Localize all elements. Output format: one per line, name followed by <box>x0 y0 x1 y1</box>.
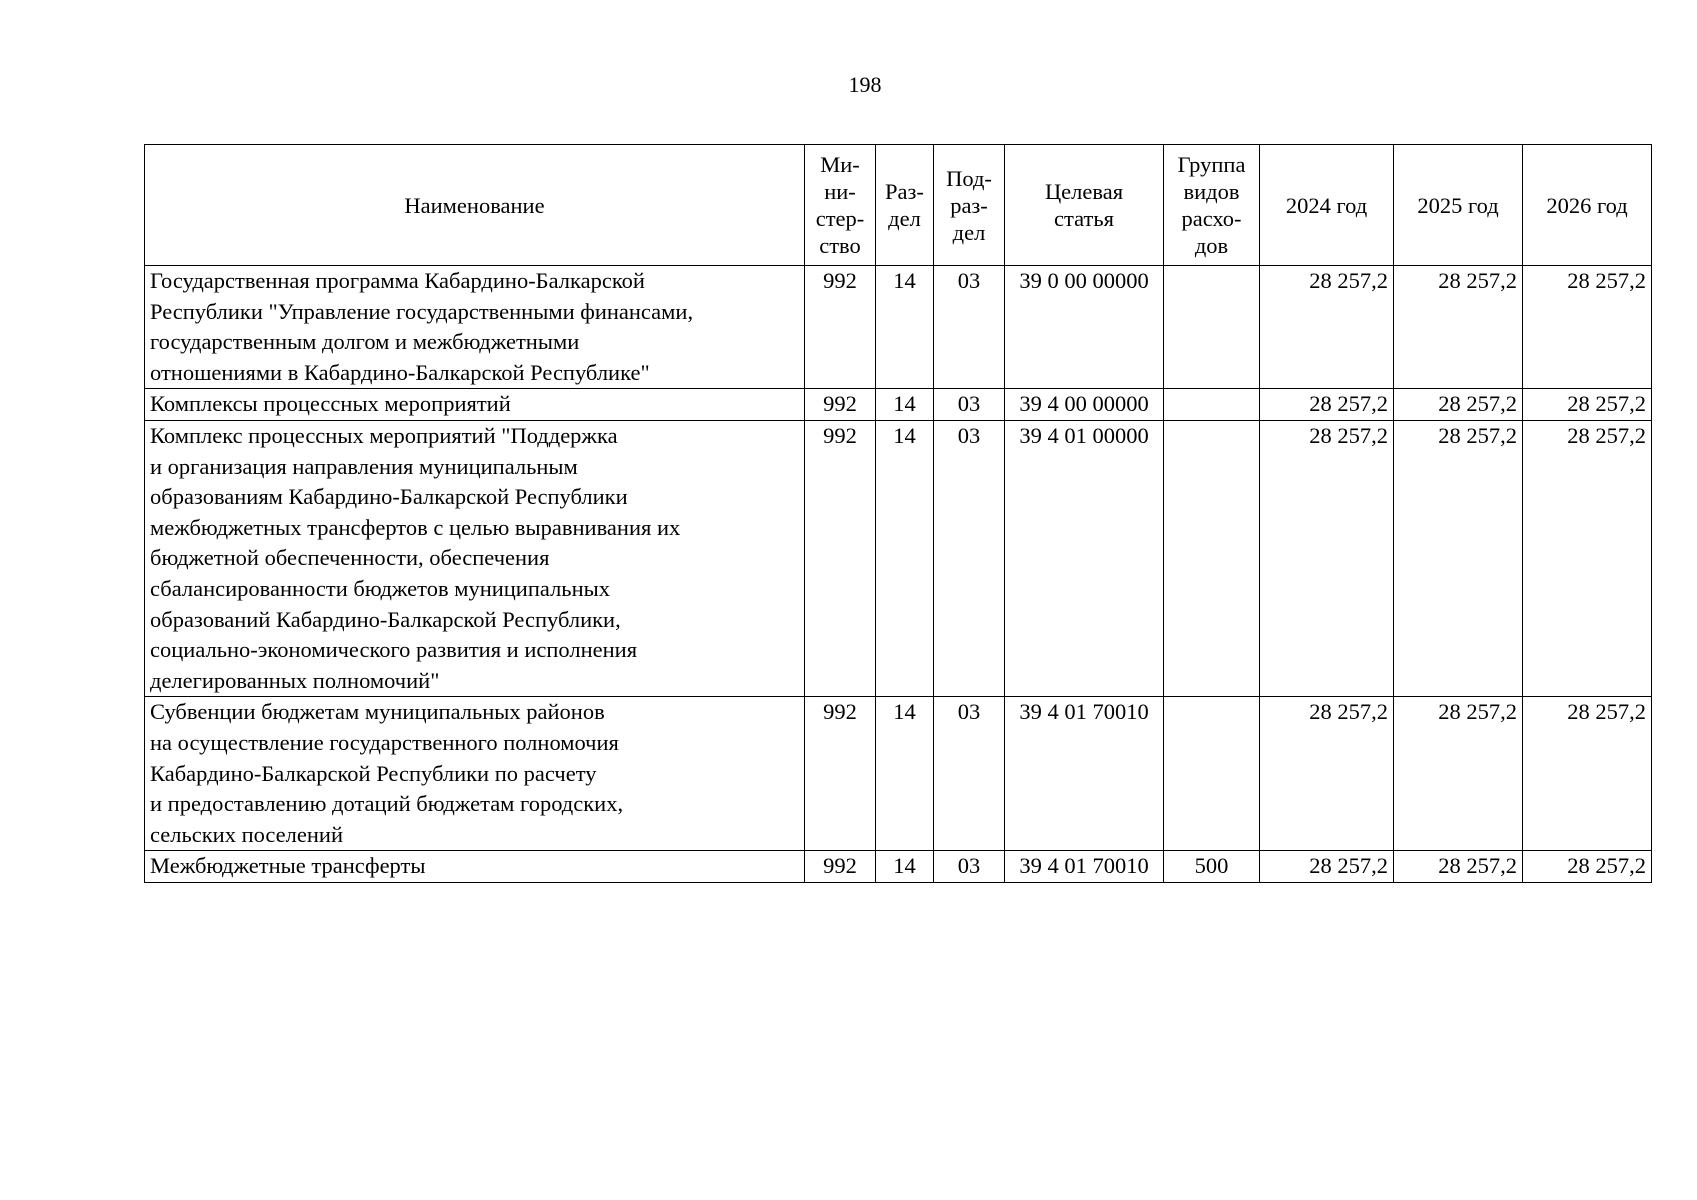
row-ministry: 992 <box>805 266 876 389</box>
header-section: Раз- дел <box>876 145 934 266</box>
row-group: 500 <box>1164 851 1260 883</box>
row-ministry: 992 <box>805 851 876 883</box>
row-section: 14 <box>876 389 934 421</box>
header-group: Группа видов расхо- дов <box>1164 145 1260 266</box>
row-name: Субвенции бюджетам муниципальных районов на осуществление государственного полномочия Кабардино-Балкарской Республики по расчету и предоставлению дотаций бюджетам городских, сельских поселений <box>145 697 805 851</box>
row-2024: 28 257,2 <box>1260 851 1394 883</box>
budget-table <box>144 144 1652 883</box>
row-section: 14 <box>876 851 934 883</box>
row-group <box>1164 266 1260 389</box>
row-section: 14 <box>876 697 934 851</box>
header-subsection: Под- раз- дел <box>934 145 1005 266</box>
header-2026: 2026 год <box>1523 145 1652 266</box>
row-subsection: 03 <box>934 420 1005 696</box>
row-subsection: 03 <box>934 851 1005 883</box>
row-2025: 28 257,2 <box>1394 851 1523 883</box>
row-2025: 28 257,2 <box>1394 389 1523 421</box>
page-number: 198 <box>848 72 882 97</box>
row-name: Государственная программа Кабардино-Балкарской Республики "Управление государственными финансами, государственным долгом и межбюджетными отношениями в Кабардино-Балкарской Республике" <box>145 266 805 389</box>
row-target: 39 4 01 00000 <box>1005 420 1164 696</box>
row-group <box>1164 697 1260 851</box>
row-target: 39 4 01 70010 <box>1005 851 1164 883</box>
header-target: Целевая статья <box>1005 145 1164 266</box>
row-name: Комплексы процессных мероприятий <box>145 389 805 421</box>
table-row <box>145 266 1652 389</box>
row-target: 39 0 00 00000 <box>1005 266 1164 389</box>
row-ministry: 992 <box>805 697 876 851</box>
row-2024: 28 257,2 <box>1260 389 1394 421</box>
row-2025: 28 257,2 <box>1394 420 1523 696</box>
row-2024: 28 257,2 <box>1260 266 1394 389</box>
row-2026: 28 257,2 <box>1523 266 1652 389</box>
header-name: Наименование <box>145 145 805 266</box>
table-row <box>145 389 1652 421</box>
row-name: Межбюджетные трансферты <box>145 851 805 883</box>
row-section: 14 <box>876 266 934 389</box>
row-subsection: 03 <box>934 266 1005 389</box>
header-2025: 2025 год <box>1394 145 1523 266</box>
row-target: 39 4 00 00000 <box>1005 389 1164 421</box>
row-2024: 28 257,2 <box>1260 697 1394 851</box>
table-row <box>145 420 1652 696</box>
row-ministry: 992 <box>805 389 876 421</box>
row-2025: 28 257,2 <box>1394 697 1523 851</box>
row-2024: 28 257,2 <box>1260 420 1394 696</box>
row-2026: 28 257,2 <box>1523 851 1652 883</box>
row-ministry: 992 <box>805 420 876 696</box>
row-group <box>1164 420 1260 696</box>
table-header-row <box>145 145 1652 266</box>
table-row <box>145 851 1652 883</box>
row-2026: 28 257,2 <box>1523 420 1652 696</box>
row-2026: 28 257,2 <box>1523 697 1652 851</box>
row-subsection: 03 <box>934 389 1005 421</box>
row-subsection: 03 <box>934 697 1005 851</box>
row-section: 14 <box>876 420 934 696</box>
row-target: 39 4 01 70010 <box>1005 697 1164 851</box>
row-group <box>1164 389 1260 421</box>
row-2026: 28 257,2 <box>1523 389 1652 421</box>
header-2024: 2024 год <box>1260 145 1394 266</box>
row-name: Комплекс процессных мероприятий "Поддержка и организация направления муниципальным образованиям Кабардино-Балкарской Республики межбюджетных трансфертов с целью выравнивания их бюджетной обеспеченности, обеспечения сбалансированности бюджетов муниципальных образований Кабардино-Балкарской Республики, социально-экономического развития и исполнения делегированных полномочий" <box>145 420 805 696</box>
header-ministry: Ми- ни- стер- ство <box>805 145 876 266</box>
table-row <box>145 697 1652 851</box>
row-2025: 28 257,2 <box>1394 266 1523 389</box>
